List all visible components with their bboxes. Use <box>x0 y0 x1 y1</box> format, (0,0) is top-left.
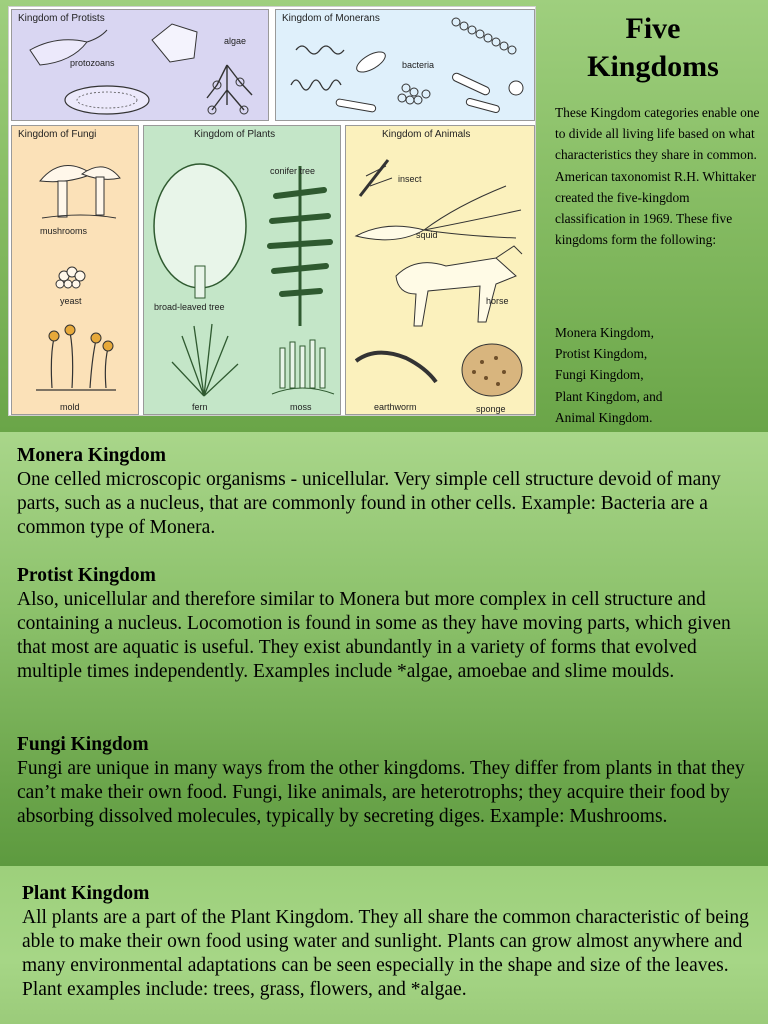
mold-label: mold <box>60 402 80 412</box>
list-item: Protist Kingdom, <box>555 346 648 362</box>
list-item: Monera Kingdom, <box>555 325 654 340</box>
algae-label: algae <box>224 36 247 46</box>
animals-panel-title: Kingdom of Animals <box>382 129 471 140</box>
broad-leaved-tree-label: broad-leaved tree <box>154 302 225 312</box>
protists-panel-title: Kingdom of Protists <box>18 13 105 24</box>
animals-drawing <box>346 126 535 415</box>
page-title <box>546 10 760 86</box>
mushrooms-label: mushrooms <box>40 226 88 236</box>
kingdom-list <box>555 322 760 428</box>
fern-label: fern <box>192 402 208 412</box>
fungi-section <box>17 733 757 829</box>
protist-section <box>17 564 757 684</box>
title-line-2: Kingdoms <box>587 50 719 83</box>
fungi-body: Fungi are unique in many ways from the other kingdoms. They differ from plants in that they can’t make their own food. Fungi, like animals, are heterotrophs; they acquire their food by absorbing dissolved molecules, typically by secreting diges. Example: Mushrooms. <box>17 758 745 827</box>
sponge-label: sponge <box>476 404 506 414</box>
earthworm-label: earthworm <box>374 402 417 412</box>
yeast-label: yeast <box>60 296 82 306</box>
insect-label: insect <box>398 174 422 184</box>
conifer-tree-label: conifer tree <box>270 166 316 176</box>
protist-heading: Protist Kingdom <box>17 565 156 586</box>
protozoan-drawing <box>12 10 269 121</box>
animals-panel <box>345 125 535 415</box>
fungi-drawing <box>12 126 139 415</box>
title-line-1: Five <box>625 12 681 45</box>
list-item: Animal Kingdom. <box>555 409 653 425</box>
protists-panel <box>11 9 269 121</box>
protozoans-label: protozoans <box>70 58 115 68</box>
monera-heading: Monera Kingdom <box>17 445 166 466</box>
monerans-panel-title: Kingdom of Monerans <box>282 13 380 24</box>
five-kingdoms-illustration <box>8 6 536 416</box>
plant-heading: Plant Kingdom <box>22 883 150 904</box>
monera-body: One celled microscopic organisms - unicellular. Very simple cell structure devoid of many parts, such as a nucleus, that are commonly found in other cells. Example: Bacteria are a common type of Monera. <box>17 469 721 538</box>
monerans-panel <box>275 9 535 121</box>
squid-label: squid <box>416 230 438 240</box>
bacteria-label: bacteria <box>402 60 435 70</box>
plant-body: All plants are a part of the Plant Kingdom. They all share the common characteristic of being able to make their own food using water and sunlight. Plants can grow almost anywhere and many environmental adaptations can be seen especially in the shape and size of the leaves. Plant examples include: trees, grass, flowers, and *algae. <box>22 907 749 1000</box>
plants-panel <box>143 125 341 415</box>
fungi-panel <box>11 125 139 415</box>
horse-label: horse <box>486 296 509 306</box>
moss-label: moss <box>290 402 312 412</box>
protist-body: Also, unicellular and therefore similar to Monera but more complex in cell structure and containing a nucleus. Locomotion is found in some as they have moving parts, which given that most are aquatic is useful. They exist abundantly in a variety of forms that evolved multiple times independently. Examples include *algae, amoebae and slime moulds. <box>17 589 731 682</box>
intro-paragraph: These Kingdom categories enable one to divide all living life based on what characteristics they share in common. American taxonomist R.H. Whittaker created the five-kingdom classification in 1969. These five kingdoms form the following: <box>555 105 760 248</box>
plant-section <box>22 882 762 1002</box>
plants-panel-title: Kingdom of Plants <box>194 129 276 140</box>
fungi-panel-title: Kingdom of Fungi <box>18 129 97 140</box>
list-item: Plant Kingdom, and <box>555 388 663 404</box>
list-item: Fungi Kingdom, <box>555 367 644 383</box>
monera-section <box>17 444 757 540</box>
fungi-heading: Fungi Kingdom <box>17 734 149 755</box>
